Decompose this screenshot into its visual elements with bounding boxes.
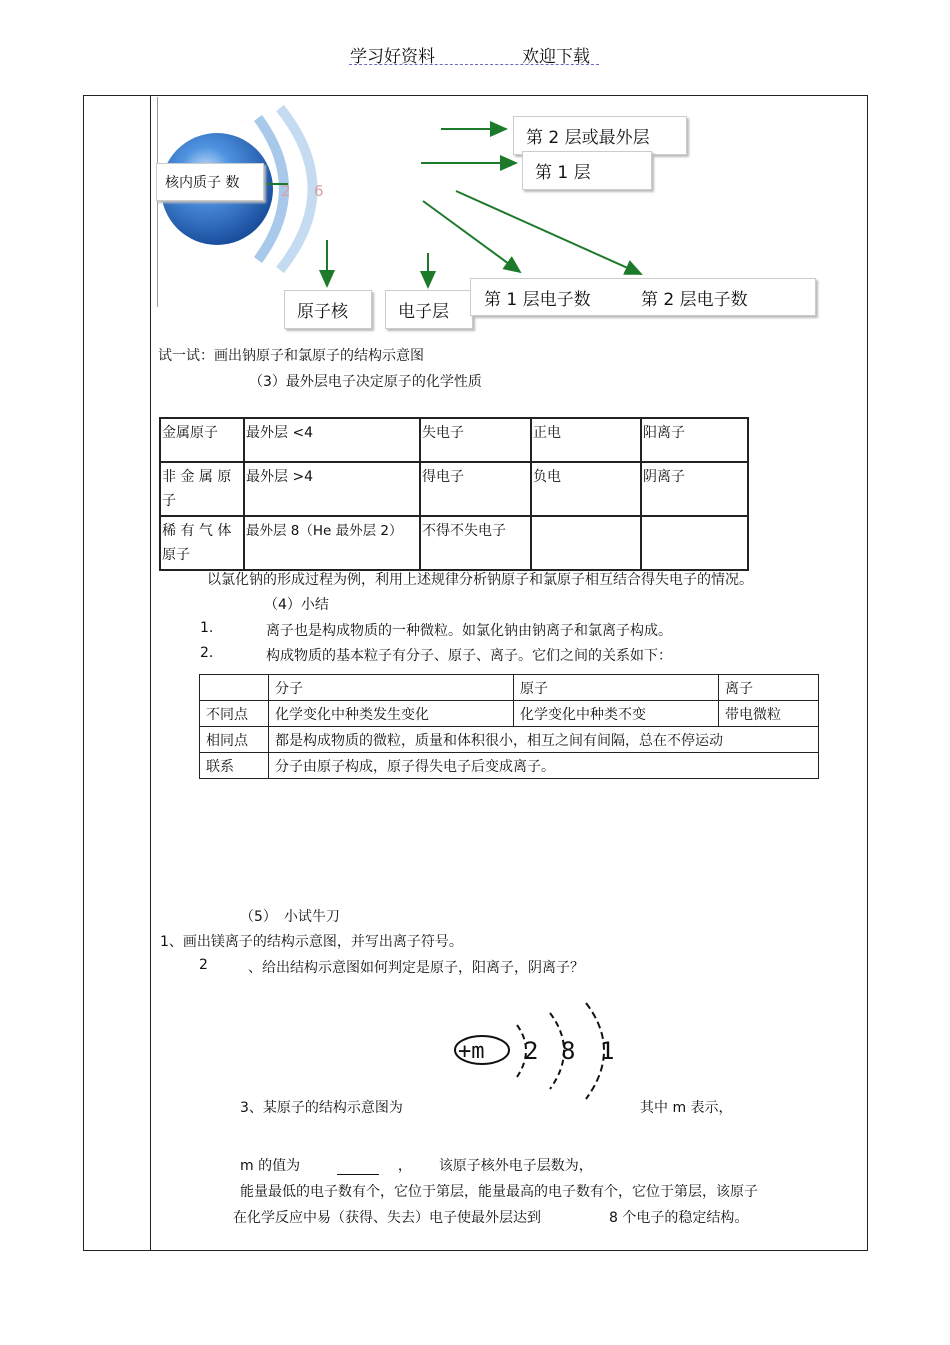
- question-3-line2: 能量最低的电子数有个，它位于第层，能量最高的电子数有个，它位于第层，该原子: [240, 1184, 758, 1200]
- shell2-label: 第 2 层或最外层: [513, 116, 687, 155]
- table-cell: 都是构成物质的微粒，质量和体积很小，相互之间有间隔，总在不停运动: [269, 727, 819, 753]
- electron-layer-label: 电子层: [385, 290, 473, 329]
- shell-number-2: 6: [314, 182, 324, 200]
- table-row: [200, 701, 819, 727]
- section-3-heading: （3）最外层电子决定原子的化学性质: [249, 374, 482, 390]
- summary-num-2: 2.: [200, 645, 214, 661]
- summary-text-1: 离子也是构成物质的一种微粒。如氯化钠由钠离子和氯离子构成。: [266, 623, 672, 639]
- table-cell: [531, 516, 641, 570]
- shell-value-3: 1: [600, 1037, 615, 1065]
- table-row: [200, 753, 819, 779]
- table-row: [200, 727, 819, 753]
- question-3-suffix: 其中 m 表示，: [640, 1100, 733, 1116]
- table-cell: 金属原子: [160, 418, 244, 462]
- particle-comparison-table: [199, 674, 819, 779]
- comma: ，: [397, 1158, 412, 1174]
- table-cell: 最外层 8（He 最外层 2）: [244, 516, 420, 570]
- answer-blank[interactable]: [337, 1160, 379, 1175]
- question-2-number: 2: [199, 957, 208, 973]
- shell-value-1: 2: [524, 1037, 539, 1065]
- try-instruction: 试一试：画出钠原子和氯原子的结构示意图: [158, 348, 424, 364]
- table-cell: 得电子: [420, 462, 531, 516]
- shell-number-1: 2: [281, 182, 291, 200]
- atom-type-table: [159, 417, 749, 571]
- table-cell: 不同点: [200, 701, 269, 727]
- table-cell: 最外层 >4: [244, 462, 420, 516]
- table-cell: 分子: [269, 675, 514, 701]
- table-cell: 稀 有 气 体原子: [160, 516, 244, 570]
- header-left: 学习好资料: [350, 47, 435, 67]
- summary-text-2: 构成物质的基本粒子有分子、原子、离子。它们之间的关系如下：: [266, 648, 672, 664]
- table-cell: 最外层 <4: [244, 418, 420, 462]
- atom-structure-sketch: [440, 995, 640, 1105]
- table-row: [200, 675, 819, 701]
- table-cell: 失电子: [420, 418, 531, 462]
- nucleus-charge: +m: [458, 1039, 485, 1064]
- table-cell: 正电: [531, 418, 641, 462]
- question-2: 、给出结构示意图如何判定是原子，阳离子，阴离子？: [248, 960, 584, 976]
- question-3-line3b: 8 个电子的稳定结构。: [609, 1210, 749, 1226]
- header-right: 欢迎下载: [522, 47, 590, 67]
- table-cell: [200, 675, 269, 701]
- table-cell: 相同点: [200, 727, 269, 753]
- question-3-prefix: 3、某原子的结构示意图为: [240, 1100, 403, 1116]
- nucleus-label: 原子核: [284, 290, 372, 329]
- table-cell: [641, 516, 748, 570]
- table-cell: 离子: [719, 675, 819, 701]
- table-row: [160, 462, 748, 516]
- m-value-line: [240, 1155, 593, 1175]
- table-cell: 阴离子: [641, 462, 748, 516]
- table-cell: 带电微粒: [719, 701, 819, 727]
- table-cell: 不得不失电子: [420, 516, 531, 570]
- table-cell: 化学变化中种类发生变化: [269, 701, 514, 727]
- summary-num-1: 1.: [200, 620, 214, 636]
- shell2-count-label: 第 2 层电子数: [641, 290, 748, 310]
- table-row: [160, 418, 748, 462]
- electron-count-box: [470, 278, 816, 316]
- table-cell: 非 金 属 原子: [160, 462, 244, 516]
- shell1-count-label: 第 1 层电子数: [484, 290, 591, 310]
- nucleus-proton-label: 核内质子 数: [156, 163, 264, 201]
- shell-value-2: 8: [561, 1037, 576, 1065]
- table-cell: 负电: [531, 462, 641, 516]
- table-cell: 联系: [200, 753, 269, 779]
- table-cell: 原子: [514, 675, 719, 701]
- section-4-heading: （4）小结: [264, 597, 329, 613]
- shell1-label: 第 1 层: [522, 151, 652, 190]
- question-3-line3a: 在化学反应中易（获得、失去）电子使最外层达到: [233, 1210, 541, 1226]
- table-cell: 分子由原子构成，原子得失电子后变成离子。: [269, 753, 819, 779]
- table-cell: 化学变化中种类不变: [514, 701, 719, 727]
- layers-text: 该原子核外电子层数为，: [438, 1158, 593, 1174]
- m-value-label: m 的值为: [240, 1158, 301, 1174]
- question-1: 1、画出镁离子的结构示意图，并写出离子符号。: [160, 934, 463, 950]
- analysis-text: 以氯化钠的形成过程为例，利用上述规律分析钠原子和氯原子相互结合得失电子的情况。: [207, 572, 753, 588]
- table-row: [160, 516, 748, 570]
- table-cell: 阳离子: [641, 418, 748, 462]
- section-5-heading: （5） 小试牛刀: [240, 909, 340, 925]
